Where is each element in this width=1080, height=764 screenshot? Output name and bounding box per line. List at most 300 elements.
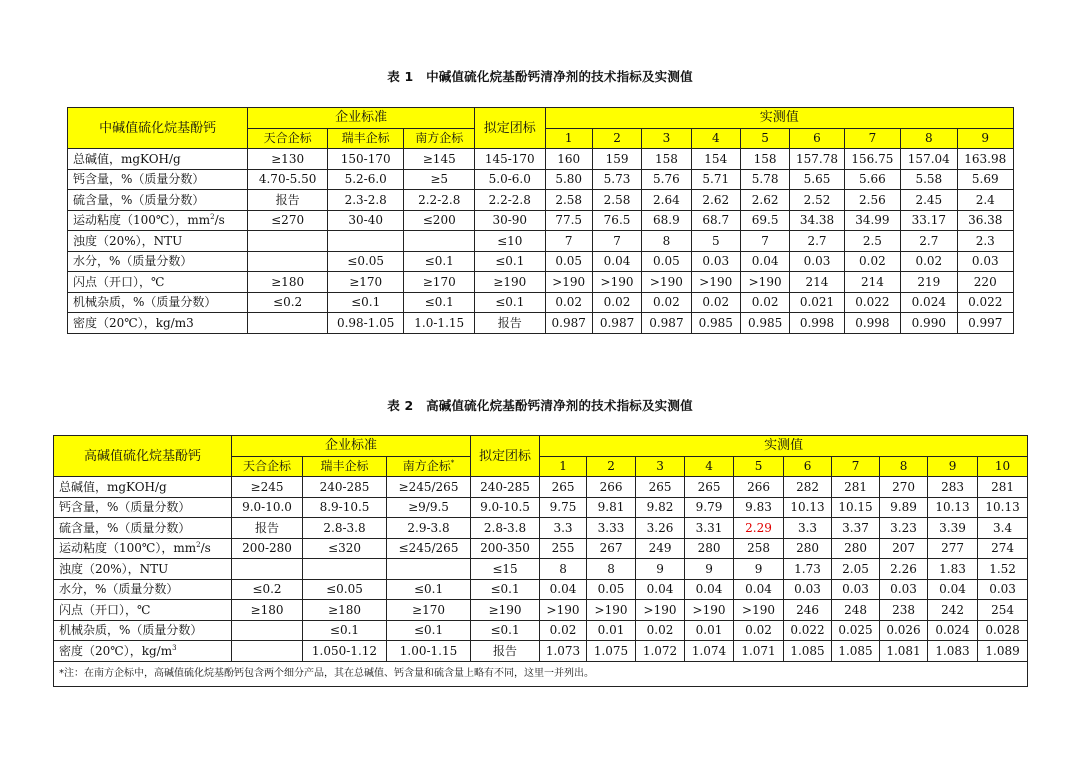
measured-values-header: 实测值 bbox=[545, 108, 1013, 129]
measured-value-cell: 0.01 bbox=[587, 620, 636, 641]
measured-value-cell: 1.83 bbox=[928, 559, 978, 580]
measured-value-cell: >190 bbox=[685, 600, 734, 621]
ruifeng-standard-cell: 1.050-1.12 bbox=[303, 641, 387, 662]
sample-number-header: 7 bbox=[832, 456, 880, 477]
measured-value-cell: 1.083 bbox=[928, 641, 978, 662]
measured-value-cell: >190 bbox=[592, 272, 641, 293]
nanfang-standard-cell: ≥5 bbox=[404, 169, 475, 190]
measured-value-cell: 283 bbox=[928, 477, 978, 498]
tianhe-standard-cell: ≤270 bbox=[248, 210, 328, 231]
row-label: 总碱值，mgKOH/g bbox=[68, 149, 248, 170]
row-label: 钙含量，%（质量分数） bbox=[54, 497, 232, 518]
ruifeng-standard-cell: ≥170 bbox=[327, 272, 404, 293]
measured-value-cell: 1.085 bbox=[784, 641, 832, 662]
measured-value-cell: 3.3 bbox=[784, 518, 832, 539]
measured-value-cell: 1.52 bbox=[978, 559, 1028, 580]
sample-number-header: 3 bbox=[642, 128, 691, 149]
draft-standard-cell: ≥190 bbox=[475, 272, 546, 293]
measured-value-cell: 1.085 bbox=[832, 641, 880, 662]
draft-standard-cell: ≤0.1 bbox=[471, 620, 540, 641]
measured-value-cell: 76.5 bbox=[592, 210, 641, 231]
company-standard-header bbox=[248, 128, 328, 149]
measured-value-cell: 0.022 bbox=[844, 292, 900, 313]
measured-value-cell: >190 bbox=[740, 272, 789, 293]
row-label: 机械杂质，%（质量分数） bbox=[54, 620, 232, 641]
measured-value-cell: 0.028 bbox=[978, 620, 1028, 641]
ruifeng-standard-cell: 150-170 bbox=[327, 149, 404, 170]
sample-number-header: 5 bbox=[740, 128, 789, 149]
measured-value-cell: 10.13 bbox=[784, 497, 832, 518]
measured-value-cell: >190 bbox=[691, 272, 740, 293]
measured-value-cell: 69.5 bbox=[740, 210, 789, 231]
table-row bbox=[54, 600, 1028, 621]
draft-standard-cell: 240-285 bbox=[471, 477, 540, 498]
table2 bbox=[53, 435, 1028, 687]
measured-value-cell: 249 bbox=[636, 538, 685, 559]
measured-value-cell: 9.82 bbox=[636, 497, 685, 518]
nanfang-standard-cell: 2.9-3.8 bbox=[387, 518, 471, 539]
measured-value-cell: 0.987 bbox=[592, 313, 641, 334]
nanfang-standard-cell: ≥145 bbox=[404, 149, 475, 170]
measured-value-cell: 274 bbox=[978, 538, 1028, 559]
measured-value-cell: 0.02 bbox=[592, 292, 641, 313]
row-label: 机械杂质，%（质量分数） bbox=[68, 292, 248, 313]
measured-value-cell: 158 bbox=[740, 149, 789, 170]
measured-value-cell: 2.62 bbox=[691, 190, 740, 211]
measured-value-cell: 5.71 bbox=[691, 169, 740, 190]
sample-number-header: 8 bbox=[901, 128, 957, 149]
ruifeng-standard-cell: ≤320 bbox=[303, 538, 387, 559]
note-row bbox=[54, 661, 1028, 686]
measured-value-cell: 8 bbox=[642, 231, 691, 252]
tianhe-standard-cell: ≤0.2 bbox=[248, 292, 328, 313]
measured-value-cell: 0.02 bbox=[844, 251, 900, 272]
header-row bbox=[68, 108, 1014, 129]
measured-value-cell: 8 bbox=[540, 559, 587, 580]
measured-value-cell: 10.15 bbox=[832, 497, 880, 518]
measured-value-cell: 10.13 bbox=[978, 497, 1028, 518]
sample-number-header: 4 bbox=[691, 128, 740, 149]
draft-standard-cell: 2.8-3.8 bbox=[471, 518, 540, 539]
measured-value-cell: 0.985 bbox=[691, 313, 740, 334]
measured-value-cell: 9 bbox=[685, 559, 734, 580]
tianhe-standard-cell: 报告 bbox=[232, 518, 303, 539]
measured-value-cell: 7 bbox=[740, 231, 789, 252]
nanfang-standard-cell: ≥245/265 bbox=[387, 477, 471, 498]
measured-value-cell: 0.987 bbox=[642, 313, 691, 334]
sample-number-header: 2 bbox=[587, 456, 636, 477]
sample-number-header: 1 bbox=[540, 456, 587, 477]
measured-value-cell: 270 bbox=[880, 477, 928, 498]
measured-value-cell: >190 bbox=[636, 600, 685, 621]
measured-value-cell: 160 bbox=[545, 149, 592, 170]
table-row bbox=[68, 313, 1014, 334]
nanfang-standard-cell: 2.2-2.8 bbox=[404, 190, 475, 211]
table-row bbox=[54, 538, 1028, 559]
nanfang-standard-cell: ≤0.1 bbox=[404, 251, 475, 272]
measured-value-cell: 1.071 bbox=[734, 641, 784, 662]
measured-value-cell: 0.03 bbox=[784, 579, 832, 600]
draft-standard-cell: ≤15 bbox=[471, 559, 540, 580]
row-label: 浊度（20%），NTU bbox=[68, 231, 248, 252]
measured-value-cell: 246 bbox=[784, 600, 832, 621]
measured-value-cell: 0.03 bbox=[978, 579, 1028, 600]
measured-value-cell: 1.074 bbox=[685, 641, 734, 662]
measured-value-cell: 7 bbox=[545, 231, 592, 252]
sample-number-header: 6 bbox=[784, 456, 832, 477]
measured-value-cell: 0.04 bbox=[592, 251, 641, 272]
measured-value-cell: 33.17 bbox=[901, 210, 957, 231]
sample-number-header: 8 bbox=[880, 456, 928, 477]
measured-value-cell: 238 bbox=[880, 600, 928, 621]
table-row bbox=[54, 518, 1028, 539]
measured-value-cell: 2.62 bbox=[740, 190, 789, 211]
company-name: 瑞丰企标 bbox=[341, 131, 390, 146]
measured-value-cell: >190 bbox=[587, 600, 636, 621]
measured-value-cell: 1.73 bbox=[784, 559, 832, 580]
measured-value-cell: 2.4 bbox=[957, 190, 1014, 211]
ruifeng-standard-cell: 0.98-1.05 bbox=[327, 313, 404, 334]
measured-value-cell: 0.04 bbox=[636, 579, 685, 600]
draft-standard-cell: 30-90 bbox=[475, 210, 546, 231]
measured-value-cell: 3.39 bbox=[928, 518, 978, 539]
draft-standard-cell: 报告 bbox=[475, 313, 546, 334]
measured-value-cell: 5.78 bbox=[740, 169, 789, 190]
company-name: 瑞丰企标 bbox=[320, 459, 369, 474]
measured-value-cell: 219 bbox=[901, 272, 957, 293]
table-row bbox=[54, 559, 1028, 580]
measured-value-cell: 2.58 bbox=[545, 190, 592, 211]
ruifeng-standard-cell: 2.3-2.8 bbox=[327, 190, 404, 211]
row-label: 闪点（开口），℃ bbox=[68, 272, 248, 293]
measured-value-cell: 0.02 bbox=[901, 251, 957, 272]
row-label: 总碱值，mgKOH/g bbox=[54, 477, 232, 498]
measured-value-cell: 9.89 bbox=[880, 497, 928, 518]
measured-value-cell: 68.9 bbox=[642, 210, 691, 231]
row-label: 密度（20℃），kg/m3 bbox=[68, 313, 248, 334]
row-label-unit-tail: /s bbox=[200, 541, 211, 556]
sample-number-header: 7 bbox=[844, 128, 900, 149]
tianhe-standard-cell: ≥180 bbox=[232, 600, 303, 621]
nanfang-standard-cell: ≤200 bbox=[404, 210, 475, 231]
ruifeng-standard-cell bbox=[327, 231, 404, 252]
measured-value-cell: 280 bbox=[832, 538, 880, 559]
measured-value-cell: 2.56 bbox=[844, 190, 900, 211]
row-label-text: 运动粘度（100℃），mm bbox=[73, 213, 211, 228]
measured-value-cell: 2.64 bbox=[642, 190, 691, 211]
measured-value-cell: 280 bbox=[784, 538, 832, 559]
measured-value-cell: 265 bbox=[636, 477, 685, 498]
ruifeng-standard-cell: 240-285 bbox=[303, 477, 387, 498]
measured-value-cell: 0.04 bbox=[734, 579, 784, 600]
table-row bbox=[68, 272, 1014, 293]
header-row bbox=[54, 436, 1028, 457]
ruifeng-standard-cell: 8.9-10.5 bbox=[303, 497, 387, 518]
measured-value-cell: 9.75 bbox=[540, 497, 587, 518]
company-standard-header bbox=[404, 128, 475, 149]
draft-standard-cell: 200-350 bbox=[471, 538, 540, 559]
measured-value-cell: 265 bbox=[540, 477, 587, 498]
measured-value-cell: 248 bbox=[832, 600, 880, 621]
sample-number-header: 10 bbox=[978, 456, 1028, 477]
table1-caption: 表 1 中碱值硫化烷基酚钙清净剂的技术指标及实测值 bbox=[387, 69, 693, 84]
table-row bbox=[68, 149, 1014, 170]
measured-value-cell: 277 bbox=[928, 538, 978, 559]
measured-value-cell: 8 bbox=[587, 559, 636, 580]
measured-value-cell: 3.4 bbox=[978, 518, 1028, 539]
draft-standard-cell: ≥190 bbox=[471, 600, 540, 621]
measured-value-cell: 0.02 bbox=[734, 620, 784, 641]
row-label: 硫含量，%（质量分数） bbox=[68, 190, 248, 211]
table-row bbox=[54, 641, 1028, 662]
measured-value-cell: 157.04 bbox=[901, 149, 957, 170]
measured-value-cell: 2.29 bbox=[734, 518, 784, 539]
measured-value-cell: 0.02 bbox=[740, 292, 789, 313]
measured-value-cell: 281 bbox=[978, 477, 1028, 498]
measured-value-cell: 0.987 bbox=[545, 313, 592, 334]
measured-value-cell: 5.65 bbox=[790, 169, 844, 190]
company-standard-header bbox=[387, 456, 471, 477]
measured-value-cell: 2.7 bbox=[901, 231, 957, 252]
measured-value-cell: 0.01 bbox=[685, 620, 734, 641]
measured-value-cell: 266 bbox=[734, 477, 784, 498]
measured-value-cell: 214 bbox=[790, 272, 844, 293]
table-row bbox=[68, 190, 1014, 211]
company-name: 南方企标 bbox=[415, 131, 464, 146]
measured-value-cell: 2.45 bbox=[901, 190, 957, 211]
row-label bbox=[54, 641, 232, 662]
nanfang-standard-cell: 1.0-1.15 bbox=[404, 313, 475, 334]
measured-value-cell: 0.998 bbox=[790, 313, 844, 334]
measured-value-cell: 68.7 bbox=[691, 210, 740, 231]
company-standard-header bbox=[303, 456, 387, 477]
nanfang-standard-cell: ≥170 bbox=[404, 272, 475, 293]
measured-value-cell: >190 bbox=[642, 272, 691, 293]
measured-value-cell: 10.13 bbox=[928, 497, 978, 518]
measured-value-cell: 0.026 bbox=[880, 620, 928, 641]
measured-value-cell: 0.04 bbox=[928, 579, 978, 600]
measured-value-cell: 0.021 bbox=[790, 292, 844, 313]
measured-value-cell: 1.081 bbox=[880, 641, 928, 662]
measured-value-cell: 34.38 bbox=[790, 210, 844, 231]
measured-value-cell: 9.79 bbox=[685, 497, 734, 518]
draft-group-standard-header: 拟定团标 bbox=[475, 108, 546, 149]
measured-value-cell: 0.02 bbox=[691, 292, 740, 313]
nanfang-standard-cell bbox=[387, 559, 471, 580]
measured-value-cell: 156.75 bbox=[844, 149, 900, 170]
row-label: 闪点（开口），℃ bbox=[54, 600, 232, 621]
measured-value-cell: >190 bbox=[734, 600, 784, 621]
measured-value-cell: 0.02 bbox=[545, 292, 592, 313]
row-label-superscript: 2 bbox=[210, 213, 215, 222]
tianhe-standard-cell bbox=[248, 313, 328, 334]
row-label-text: 运动粘度（100℃），mm bbox=[59, 541, 197, 556]
measured-value-cell: 2.5 bbox=[844, 231, 900, 252]
draft-group-standard-header: 拟定团标 bbox=[471, 436, 540, 477]
measured-values-header: 实测值 bbox=[540, 436, 1028, 457]
tianhe-standard-cell bbox=[248, 231, 328, 252]
nanfang-standard-cell: ≤0.1 bbox=[404, 292, 475, 313]
tianhe-standard-cell: 200-280 bbox=[232, 538, 303, 559]
tianhe-standard-cell bbox=[248, 251, 328, 272]
measured-value-cell: 0.05 bbox=[642, 251, 691, 272]
measured-value-cell: 2.3 bbox=[957, 231, 1014, 252]
table-row bbox=[54, 477, 1028, 498]
tianhe-standard-cell: ≥245 bbox=[232, 477, 303, 498]
measured-value-cell: 0.03 bbox=[691, 251, 740, 272]
measured-value-cell: 9 bbox=[636, 559, 685, 580]
measured-value-cell: 2.7 bbox=[790, 231, 844, 252]
sample-number-header: 3 bbox=[636, 456, 685, 477]
measured-value-cell: 3.31 bbox=[685, 518, 734, 539]
measured-value-cell: 255 bbox=[540, 538, 587, 559]
measured-value-cell: 281 bbox=[832, 477, 880, 498]
measured-value-cell: 282 bbox=[784, 477, 832, 498]
company-name: 天合企标 bbox=[263, 131, 312, 146]
tianhe-standard-cell: ≥130 bbox=[248, 149, 328, 170]
ruifeng-standard-cell bbox=[303, 559, 387, 580]
row-label: 水分，%（质量分数） bbox=[68, 251, 248, 272]
ruifeng-standard-cell: ≤0.05 bbox=[327, 251, 404, 272]
measured-value-cell: 0.02 bbox=[642, 292, 691, 313]
ruifeng-standard-cell: 30-40 bbox=[327, 210, 404, 231]
table-row bbox=[68, 210, 1014, 231]
measured-value-cell: 0.03 bbox=[880, 579, 928, 600]
company-standard-header bbox=[327, 128, 404, 149]
nanfang-standard-cell: 1.00-1.15 bbox=[387, 641, 471, 662]
measured-value-cell: 0.04 bbox=[740, 251, 789, 272]
nanfang-standard-cell: ≤245/265 bbox=[387, 538, 471, 559]
measured-value-cell: 2.26 bbox=[880, 559, 928, 580]
measured-value-cell: 267 bbox=[587, 538, 636, 559]
measured-value-cell: 0.024 bbox=[928, 620, 978, 641]
measured-value-cell: 159 bbox=[592, 149, 641, 170]
draft-standard-cell: ≤0.1 bbox=[471, 579, 540, 600]
row-label-superscript: 2 bbox=[196, 541, 201, 550]
measured-value-cell: 3.26 bbox=[636, 518, 685, 539]
product-name-header: 中碱值硫化烷基酚钙 bbox=[68, 108, 248, 149]
measured-value-cell: 0.04 bbox=[685, 579, 734, 600]
sample-number-header: 9 bbox=[957, 128, 1014, 149]
tianhe-standard-cell bbox=[232, 641, 303, 662]
measured-value-cell: 207 bbox=[880, 538, 928, 559]
draft-standard-cell: 2.2-2.8 bbox=[475, 190, 546, 211]
measured-value-cell: 157.78 bbox=[790, 149, 844, 170]
draft-standard-cell: ≤0.1 bbox=[475, 292, 546, 313]
table-row bbox=[68, 292, 1014, 313]
draft-standard-cell: 报告 bbox=[471, 641, 540, 662]
ruifeng-standard-cell: 2.8-3.8 bbox=[303, 518, 387, 539]
measured-value-cell: 77.5 bbox=[545, 210, 592, 231]
ruifeng-standard-cell: 5.2-6.0 bbox=[327, 169, 404, 190]
measured-value-cell: 0.02 bbox=[540, 620, 587, 641]
measured-value-cell: 7 bbox=[592, 231, 641, 252]
tianhe-standard-cell bbox=[232, 559, 303, 580]
measured-value-cell: 0.03 bbox=[957, 251, 1014, 272]
measured-value-cell: 1.089 bbox=[978, 641, 1028, 662]
table-row bbox=[68, 231, 1014, 252]
table2-caption: 表 2 高碱值硫化烷基酚钙清净剂的技术指标及实测值 bbox=[387, 398, 693, 413]
measured-value-cell: 158 bbox=[642, 149, 691, 170]
measured-value-cell: 2.58 bbox=[592, 190, 641, 211]
nanfang-standard-cell: ≤0.1 bbox=[387, 620, 471, 641]
measured-value-cell: 242 bbox=[928, 600, 978, 621]
draft-standard-cell: ≤10 bbox=[475, 231, 546, 252]
measured-value-cell: 0.990 bbox=[901, 313, 957, 334]
measured-value-cell: 5.73 bbox=[592, 169, 641, 190]
measured-value-cell: 0.03 bbox=[790, 251, 844, 272]
measured-value-cell: 9.83 bbox=[734, 497, 784, 518]
measured-value-cell: 0.998 bbox=[844, 313, 900, 334]
measured-value-cell: 0.03 bbox=[832, 579, 880, 600]
draft-standard-cell: 9.0-10.5 bbox=[471, 497, 540, 518]
sample-number-header: 2 bbox=[592, 128, 641, 149]
measured-value-cell: 5.66 bbox=[844, 169, 900, 190]
enterprise-standard-header: 企业标准 bbox=[248, 108, 475, 129]
sample-number-header: 6 bbox=[790, 128, 844, 149]
measured-value-cell: 0.02 bbox=[636, 620, 685, 641]
table1 bbox=[67, 107, 1014, 334]
table-footnote: *注：在南方企标中，高碱值硫化烷基酚钙包含两个细分产品，其在总碱值、钙含量和硫含量上略有不同，这里一并列出。 bbox=[54, 661, 1028, 686]
sample-number-header: 1 bbox=[545, 128, 592, 149]
row-label: 钙含量，%（质量分数） bbox=[68, 169, 248, 190]
measured-value-cell: 0.05 bbox=[545, 251, 592, 272]
tianhe-standard-cell: 报告 bbox=[248, 190, 328, 211]
measured-value-cell: 254 bbox=[978, 600, 1028, 621]
ruifeng-standard-cell: ≤0.1 bbox=[303, 620, 387, 641]
company-standard-header bbox=[232, 456, 303, 477]
measured-value-cell: 2.52 bbox=[790, 190, 844, 211]
measured-value-cell: 5.69 bbox=[957, 169, 1014, 190]
measured-value-cell: 0.985 bbox=[740, 313, 789, 334]
table-row bbox=[54, 497, 1028, 518]
draft-standard-cell: 145-170 bbox=[475, 149, 546, 170]
company-name: 天合企标 bbox=[242, 459, 291, 474]
measured-value-cell: 3.23 bbox=[880, 518, 928, 539]
measured-value-cell: 3.3 bbox=[540, 518, 587, 539]
draft-standard-cell: 5.0-6.0 bbox=[475, 169, 546, 190]
measured-value-cell: 1.073 bbox=[540, 641, 587, 662]
row-label-unit-tail: /s bbox=[214, 213, 225, 228]
tianhe-standard-cell bbox=[232, 620, 303, 641]
nanfang-standard-cell bbox=[404, 231, 475, 252]
ruifeng-standard-cell: ≤0.1 bbox=[327, 292, 404, 313]
measured-value-cell: 1.075 bbox=[587, 641, 636, 662]
measured-value-cell: 214 bbox=[844, 272, 900, 293]
sample-number-header: 9 bbox=[928, 456, 978, 477]
measured-value-cell: 5.80 bbox=[545, 169, 592, 190]
draft-standard-cell: ≤0.1 bbox=[475, 251, 546, 272]
measured-value-cell: >190 bbox=[545, 272, 592, 293]
table-row bbox=[68, 169, 1014, 190]
measured-value-cell: 3.33 bbox=[587, 518, 636, 539]
row-label: 浊度（20%），NTU bbox=[54, 559, 232, 580]
row-label-text: 密度（20℃），kg/m bbox=[59, 643, 173, 658]
table-row bbox=[54, 579, 1028, 600]
sample-number-header: 4 bbox=[685, 456, 734, 477]
measured-value-cell: 2.05 bbox=[832, 559, 880, 580]
measured-value-cell: 154 bbox=[691, 149, 740, 170]
enterprise-standard-header: 企业标准 bbox=[232, 436, 471, 457]
tianhe-standard-cell: ≥180 bbox=[248, 272, 328, 293]
footnote-marker: * bbox=[450, 459, 455, 468]
measured-value-cell: 9.81 bbox=[587, 497, 636, 518]
measured-value-cell: 5.58 bbox=[901, 169, 957, 190]
row-label: 硫含量，%（质量分数） bbox=[54, 518, 232, 539]
measured-value-cell: 265 bbox=[685, 477, 734, 498]
measured-value-cell: 0.022 bbox=[784, 620, 832, 641]
measured-value-cell: 220 bbox=[957, 272, 1014, 293]
